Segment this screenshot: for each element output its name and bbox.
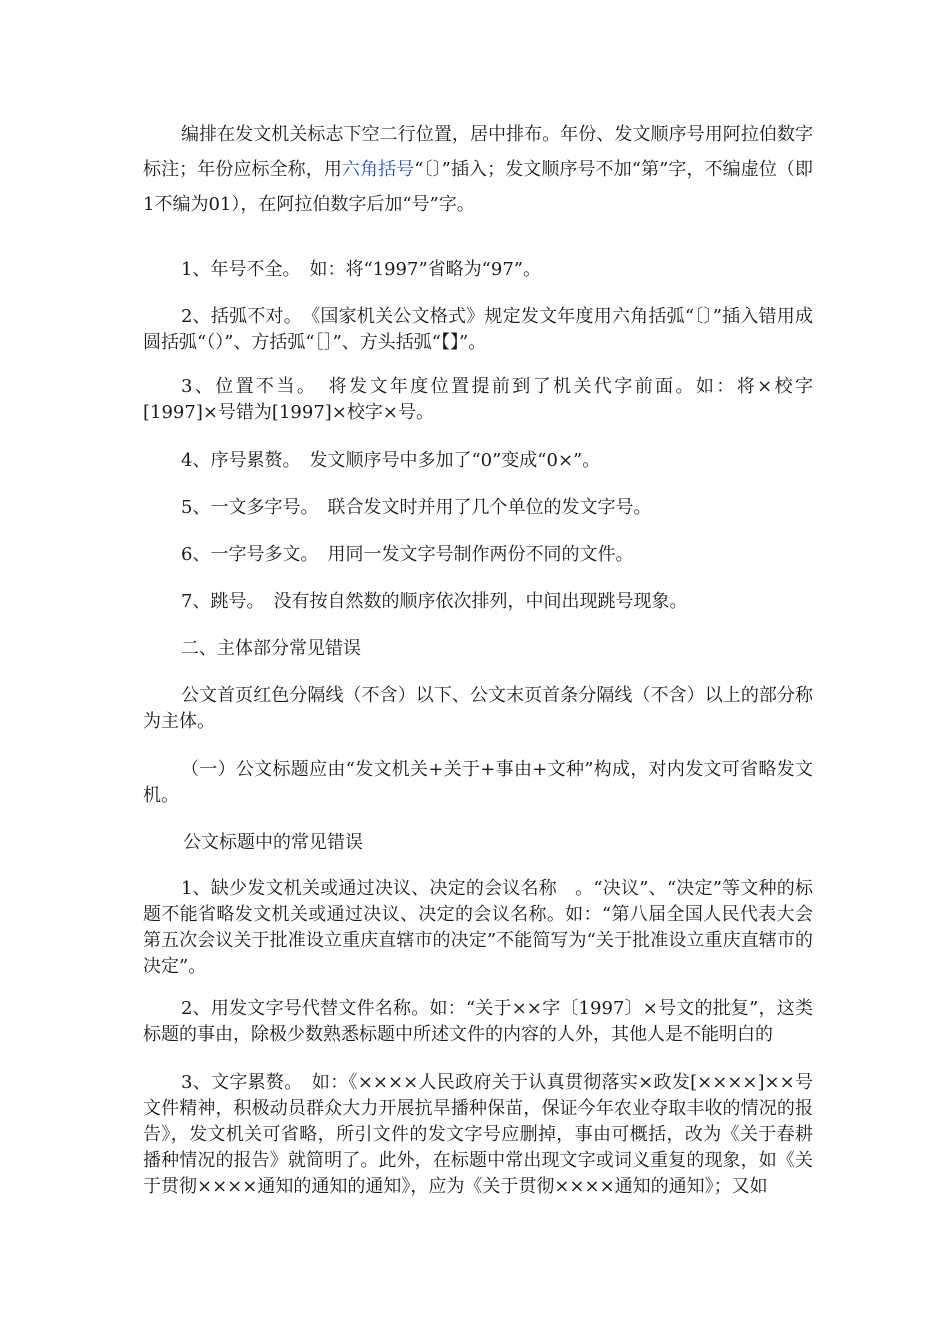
error-item-4: 4、序号累赘。 发文顺序号中多加了“0”变成“0×”。 — [181, 450, 601, 471]
intro-paragraph — [143, 117, 813, 222]
error-item-3: 3、位置不当。 将发文年度位置提前到了机关代字前面。如：将×校字[1997]×号错为[1997]×校字×号。 — [143, 376, 813, 423]
intro-text-continued: “〔〕”插入；发文顺序号不加“第”字，不编虚位（即1不编为01），在阿拉伯数字后加“号”字。 — [143, 159, 814, 215]
main-body-definition: 公文首页红色分隔线（不含）以下、公文末页首条分隔线（不含）以上的部分称为主体。 — [143, 685, 813, 732]
title-error-1: 1、缺少发文机关或通过决议、决定的会议名称 。“决议”、“决定”等文种的标题不能省略发文机关或通过决议、决定的会议名称。如：“第八届全国人民代表大会第五次会议关于批准设立重庆直辖市的决定”不能简写为“关于批准设立重庆直辖市的决定”。 — [143, 878, 813, 977]
error-item-1: 1、年号不全。 如：将“1997”省略为“97”。 — [181, 259, 541, 280]
error-item-2: 2、括弧不对。 《国家机关公文格式》规定发文年度用六角括弧“〔〕”插入错用成圆括弧“（）”、方括弧“［］”、方头括弧“【】”。 — [143, 306, 813, 353]
hexagonal-bracket-link[interactable]: 六角括号 — [341, 159, 415, 180]
error-item-5: 5、一文多字号。 联合发文时并用了几个单位的发文字号。 — [181, 497, 652, 518]
title-error-2: 2、用发文字号代替文件名称。如：“关于××字〔1997〕×号文的批复”，这类标题的事由，除极少数熟悉标题中所述文件的内容的人外，其他人是不能明白的 — [143, 998, 813, 1045]
section-heading-main-body: 二、主体部分常见错误 — [181, 638, 361, 659]
intro-text: 编排在发文机关标志下空二行位置，居中排布。年份、发文顺序号用阿拉伯数字标注；年份应标全称，用 — [143, 124, 813, 180]
error-item-6: 6、一字号多文。 用同一发文字号制作两份不同的文件。 — [181, 544, 634, 565]
error-item-7: 7、跳号。 没有按自然数的顺序依次排列，中间出现跳号现象。 — [181, 591, 688, 612]
title-composition-rule: （一）公文标题应由“发文机关+关于+事由+文种”构成，对内发文可省略发文机。 — [143, 759, 813, 806]
title-error-3: 3、文字累赘。 如：《××××人民政府关于认真贯彻落实×政发[××××]××号文件精神，积极动员群众大力开展抗旱播种保苗，保证今年农业夺取丰收的情况的报告》，发文机关可省略，所引文件的发文字号应删掉，事由可概括，改为《关于春耕播种情况的报告》就简明了。此外，在标题中常出现文字或词义重复的现象，如《关于贯彻××××通知的通知的通知》，应为《关于贯彻××××通知的通知》；又如 — [143, 1072, 813, 1197]
title-errors-heading: 公文标题中的常见错误 — [183, 832, 363, 853]
